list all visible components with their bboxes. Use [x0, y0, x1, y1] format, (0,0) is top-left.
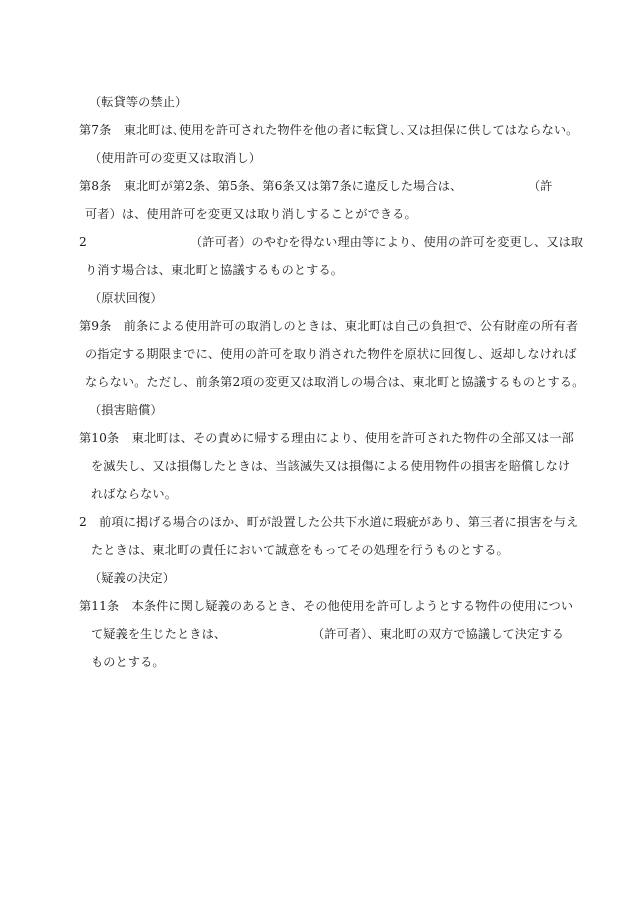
article-8-para-2-line-2: り消す場合は、東北町と協議するものとする。	[85, 263, 344, 277]
article-11-line-1: 第11条 本条件に関し疑義のあるとき、その他使用を許可しようとする物件の使用につい	[79, 599, 574, 613]
article-8-para-2-number: 2	[79, 235, 87, 249]
article-8-para-2-line-1: （許可者）のやむを得ない理由等により、使用の許可を変更し、又は取	[190, 235, 584, 249]
article-10-line-2: を滅失し、又は損傷したときは、当該滅失又は損傷による使用物件の損害を賠償しなけ	[91, 459, 571, 473]
article-7-line-1: 第7条 東北町は､使用を許可された物件を他の者に転貸し､又は担保に供してはならない。	[79, 123, 579, 137]
article-8-line-1: 第8条 東北町が第2条、第5条、第6条又は第7条に違反した場合は、	[79, 179, 463, 193]
article-10-line-1: 第10条 東北町は、その責めに帰する理由により、使用を許可された物件の全部又は一部	[79, 431, 574, 445]
heading-doubt-resolution: （疑義の決定）	[89, 571, 176, 585]
article-10-para-2-line-2: たときは、東北町の責任において誠意をもってその処理を行うものとする。	[91, 543, 509, 557]
article-11-line-2-start: て疑義を生じたときは、	[91, 627, 227, 641]
article-9-line-2: の指定する期限までに、使用の許可を取り消された物件を原状に回復し、返却しなければ	[85, 347, 577, 361]
article-11-line-2-end: （許可者）、東北町の双方で協議して決定する	[312, 627, 564, 641]
article-8-line-2: 可者）は、使用許可を変更又は取り消しすることができる。	[85, 207, 417, 221]
article-9-line-1: 第9条 前条による使用許可の取消しのときは、東北町は自己の負担で、公有財産の所有者	[79, 319, 579, 333]
article-9-line-3: ならない。ただし、前条第2項の変更又は取消しの場合は、東北町と協議するものとする。	[85, 375, 585, 389]
heading-restoration: （原状回復）	[89, 291, 163, 305]
article-10-para-2-line-1: 2 前項に掲げる場合のほか、町が設置した公共下水道に瑕疵があり、第三者に損害を与え	[79, 515, 579, 529]
heading-sublease-prohibition: （転貸等の禁止）	[89, 95, 188, 109]
article-8-line-1-tail: （許	[528, 179, 553, 193]
article-10-line-3: ればならない。	[91, 487, 178, 501]
heading-damages: （損害賠償）	[89, 403, 163, 417]
heading-permit-change-revocation: （使用許可の変更又は取消し）	[89, 151, 262, 165]
article-11-line-3: ものとする。	[91, 655, 165, 669]
